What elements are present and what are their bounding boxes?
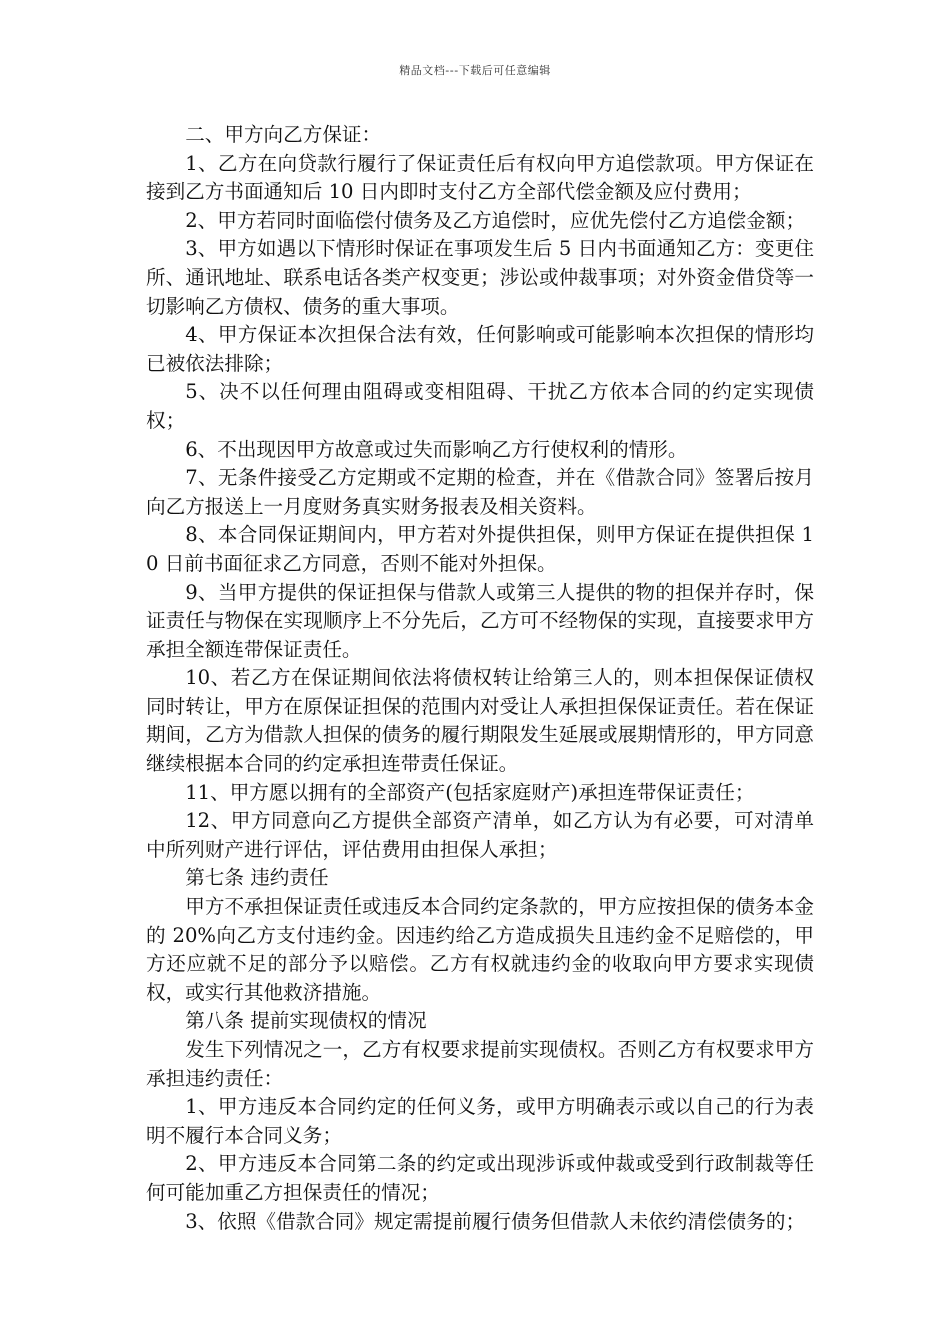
clause-10: 10、若乙方在保证期间依法将债权转让给第三人的，则本担保保证债权同时转让，甲方在原保证担保的范围内对受让人承担担保保证责任。若在保证期间，乙方为借款人担保的债务的履行期限发生延展或展期情形的，甲方同意继续根据本合同的约定承担连带责任保证。 (146, 666, 814, 776)
article-8-intro: 发生下列情况之一，乙方有权要求提前实现债权。否则乙方有权要求甲方承担违约责任： (146, 1038, 814, 1090)
document-body (146, 121, 814, 1236)
clause-6: 6、不出现因甲方故意或过失而影响乙方行使权利的情形。 (185, 437, 688, 461)
clause-1: 1、乙方在向贷款行履行了保证责任后有权向甲方追偿款项。甲方保证在接到乙方书面通知后 10 日内即时支付乙方全部代偿金额及应付费用； (146, 151, 814, 204)
clause-12: 12、甲方同意向乙方提供全部资产清单，如乙方认为有必要，可对清单中所列财产进行评估，评估费用由担保人承担； (146, 809, 814, 861)
clause-2: 2、甲方若同时面临偿付债务及乙方追偿时，应优先偿付乙方追偿金额； (185, 208, 806, 232)
article-8-item-3: 3、依照《借款合同》规定需提前履行债务但借款人未依约清偿债务的； (185, 1209, 806, 1233)
article-7-heading: 第七条 违约责任 (185, 866, 329, 890)
clause-8: 8、本合同保证期间内，甲方若对外提供担保，则甲方保证在提供担保 10 日前书面征求乙方同意，否则不能对外担保。 (146, 523, 814, 575)
clause-4: 4、甲方保证本次担保合法有效，任何影响或可能影响本次担保的情形均已被依法排除； (146, 323, 814, 375)
clause-3: 3、甲方如遇以下情形时保证在事项发生后 5 日内书面通知乙方：变更住所、通讯地址、联系电话各类产权变更；涉讼或仲裁事项；对外资金借贷等一切影响乙方债权、债务的重大事项。 (146, 237, 814, 318)
article-8-heading: 第八条 提前实现债权的情况 (185, 1009, 427, 1033)
clause-11: 11、甲方愿以拥有的全部资产(包括家庭财产)承担连带保证责任； (185, 780, 755, 804)
clause-5: 5、决不以任何理由阻碍或变相阻碍、干扰乙方依本合同的约定实现债权； (146, 380, 814, 432)
clause-7: 7、无条件接受乙方定期或不定期的检查，并在《借款合同》签署后按月向乙方报送上一月度财务真实财务报表及相关资料。 (146, 466, 814, 518)
article-8-item-2: 2、甲方违反本合同第二条的约定或出现涉诉或仲裁或受到行政制裁等任何可能加重乙方担保责任的情况； (146, 1152, 814, 1204)
page-header: 精品文档---下载后可任意编辑 (399, 64, 551, 77)
section-heading-guarantees: 二、甲方向乙方保证： (185, 123, 382, 146)
clause-9: 9、当甲方提供的保证担保与借款人或第三人提供的物的担保并存时，保证责任与物保在实现顺序上不分先后，乙方可不经物保的实现，直接要求甲方承担全额连带保证责任。 (146, 580, 814, 661)
article-7-body: 甲方不承担保证责任或违反本合同约定条款的，甲方应按担保的债务本金的 20%向乙方支付违约金。因违约给乙方造成损失且违约金不足赔偿的，甲方还应就不足的部分予以赔偿。乙方有权就违约金的收取向甲方要求实现债权，或实行其他救济措施。 (146, 895, 814, 1004)
article-8-item-1: 1、甲方违反本合同约定的任何义务，或甲方明确表示或以自己的行为表明不履行本合同义务； (146, 1095, 814, 1147)
